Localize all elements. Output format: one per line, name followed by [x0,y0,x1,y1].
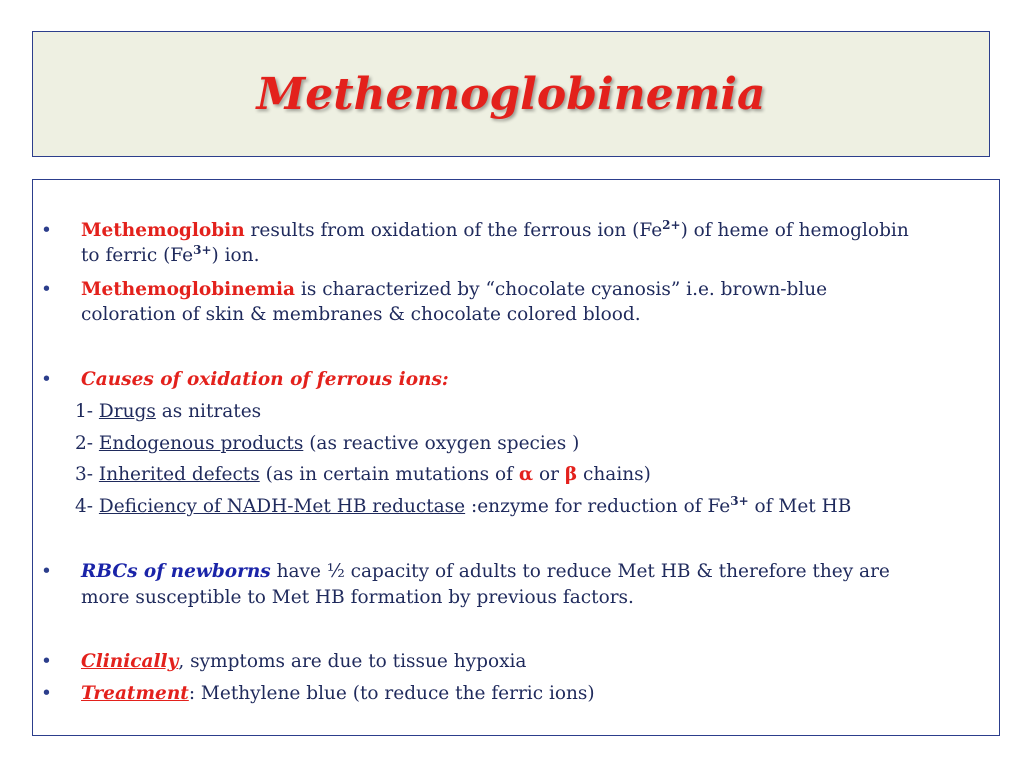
bullet-dot: • [41,561,52,582]
cause-number: 4- [75,496,99,517]
bullet-text [81,277,827,302]
text-segment: of Met HB [748,496,852,517]
bullet-text [81,559,890,584]
text-segment: or [533,464,565,485]
cause-number: 1- [75,401,99,422]
text-segment: ) ion. [211,245,260,266]
cause-term: Drugs [98,401,156,422]
cause-number: 3- [75,464,99,485]
text-segment: ) of heme of hemoglobin [680,220,909,241]
bullet-text [81,649,526,674]
bullet-dot: • [41,279,52,300]
text-segment: results from oxidation of the ferrous ion (Fe [244,220,663,241]
title-box [32,31,990,157]
bullet-text [81,218,909,243]
cause-number: 2- [75,433,99,454]
text-segment: to ferric (Fe [81,245,194,266]
text-segment: coloration of skin & membranes & chocolate colored blood. [81,304,641,325]
text-segment: have ½ capacity of adults to reduce Met HB & therefore they are [270,561,890,582]
superscript: 2+ [662,217,681,232]
text-segment: is characterized by “chocolate cyanosis” i.e. brown-blue [295,279,828,300]
bullet-text [81,243,259,268]
term-clinically: Clinically [81,651,179,672]
bullet-text [81,681,595,706]
bullet-dot: • [41,683,52,704]
text-segment: , symptoms are due to tissue hypoxia [178,651,527,672]
cause-term: Inherited defects [98,464,260,485]
text-segment: :enzyme for reduction of Fe [465,496,731,517]
cause-term: Deficiency of NADH-Met HB reductase [98,496,466,517]
superscript: 3+ [193,242,212,257]
text-segment: : Methylene blue (to reduce the ferric ions) [188,683,595,704]
content-box [32,179,1000,736]
cause-text [75,494,851,519]
superscript: 3+ [730,493,749,508]
bullet-dot: • [41,651,52,672]
alpha-symbol: α [518,464,534,485]
term-treatment: Treatment [81,683,189,704]
text-segment: (as reactive oxygen species ) [303,433,580,454]
causes-heading: Causes of oxidation of ferrous ions: [81,369,449,390]
text-segment: chains) [577,464,651,485]
cause-text [75,399,261,424]
cause-text [75,431,579,456]
slide-title: Methemoglobinemia [256,68,766,120]
text-segment: more susceptible to Met HB formation by previous factors. [81,587,634,608]
beta-symbol: β [564,464,578,485]
term-methemoglobin: Methemoglobin [81,220,245,241]
term-methemoglobinemia: Methemoglobinemia [81,279,296,300]
term-rbcs-of-newborns: RBCs of newborns [81,561,271,582]
bullet-dot: • [41,369,52,390]
bullet-dot: • [41,220,52,241]
cause-text [75,462,651,487]
text-segment: as nitrates [155,401,262,422]
text-segment: (as in certain mutations of [259,464,519,485]
cause-term: Endogenous products [98,433,304,454]
